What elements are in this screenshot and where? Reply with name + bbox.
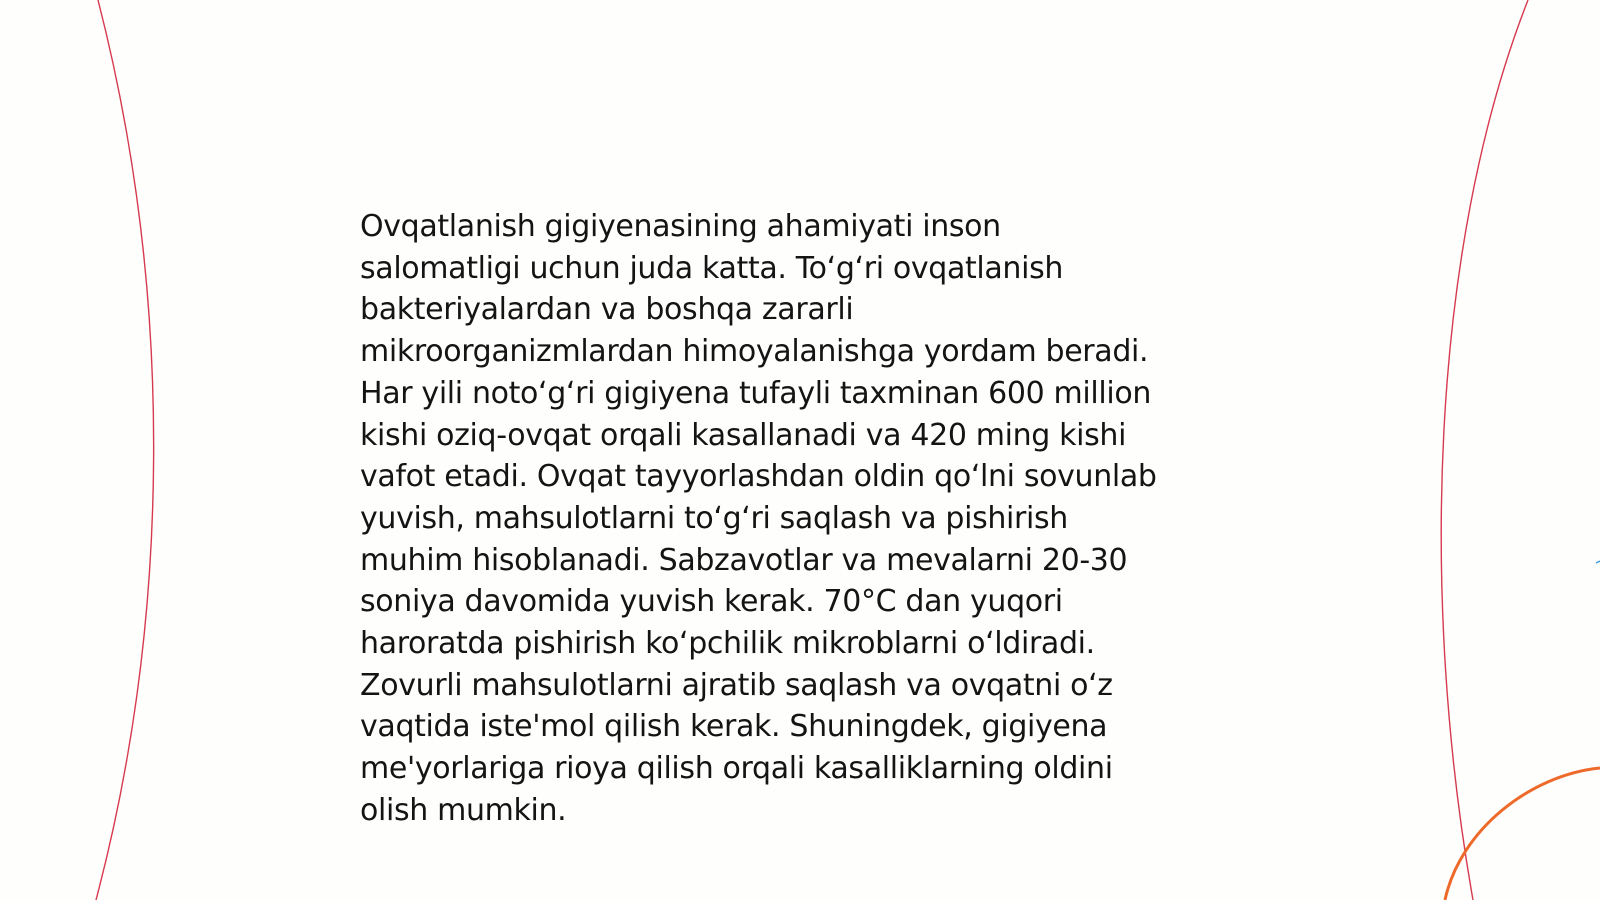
left-curve-line: [96, 0, 154, 900]
blue-accent-mark: [1596, 561, 1600, 563]
right-curve-line: [1441, 0, 1528, 900]
body-text: Ovqatlanish gigiyenasining ahamiyati inson salomatligi uchun juda katta. To‘g‘ri ovqatlanish bakteriyalardan va boshqa zararli mikroorganizmlardan himoyalanishga yordam beradi. Har yili noto‘g‘ri gigiyena tufayli taxminan 600 million kishi oziq-ovqat orqali kasallanadi va 420 ming kishi vafot etadi. Ovqat tayyorlashdan oldin qo‘lni sovunlab yuvish, mahsulotlarni to‘g‘ri saqlash va pishirish muhim hisoblanadi. Sabzavotlar va mevalarni 20-30 soniya davomida yuvish kerak. 70°C dan yuqori haroratda pishirish ko‘pchilik mikroblarni o‘ldiradi. Zovurli mahsulotlarni ajratib saqlash va ovqatni o‘z vaqtida iste'mol qilish kerak. Shuningdek, gigiyena me'yorlariga rioya qilish orqali kasalliklarning oldini olish mumkin.: [360, 209, 1157, 828]
orange-arc: [1445, 768, 1600, 900]
